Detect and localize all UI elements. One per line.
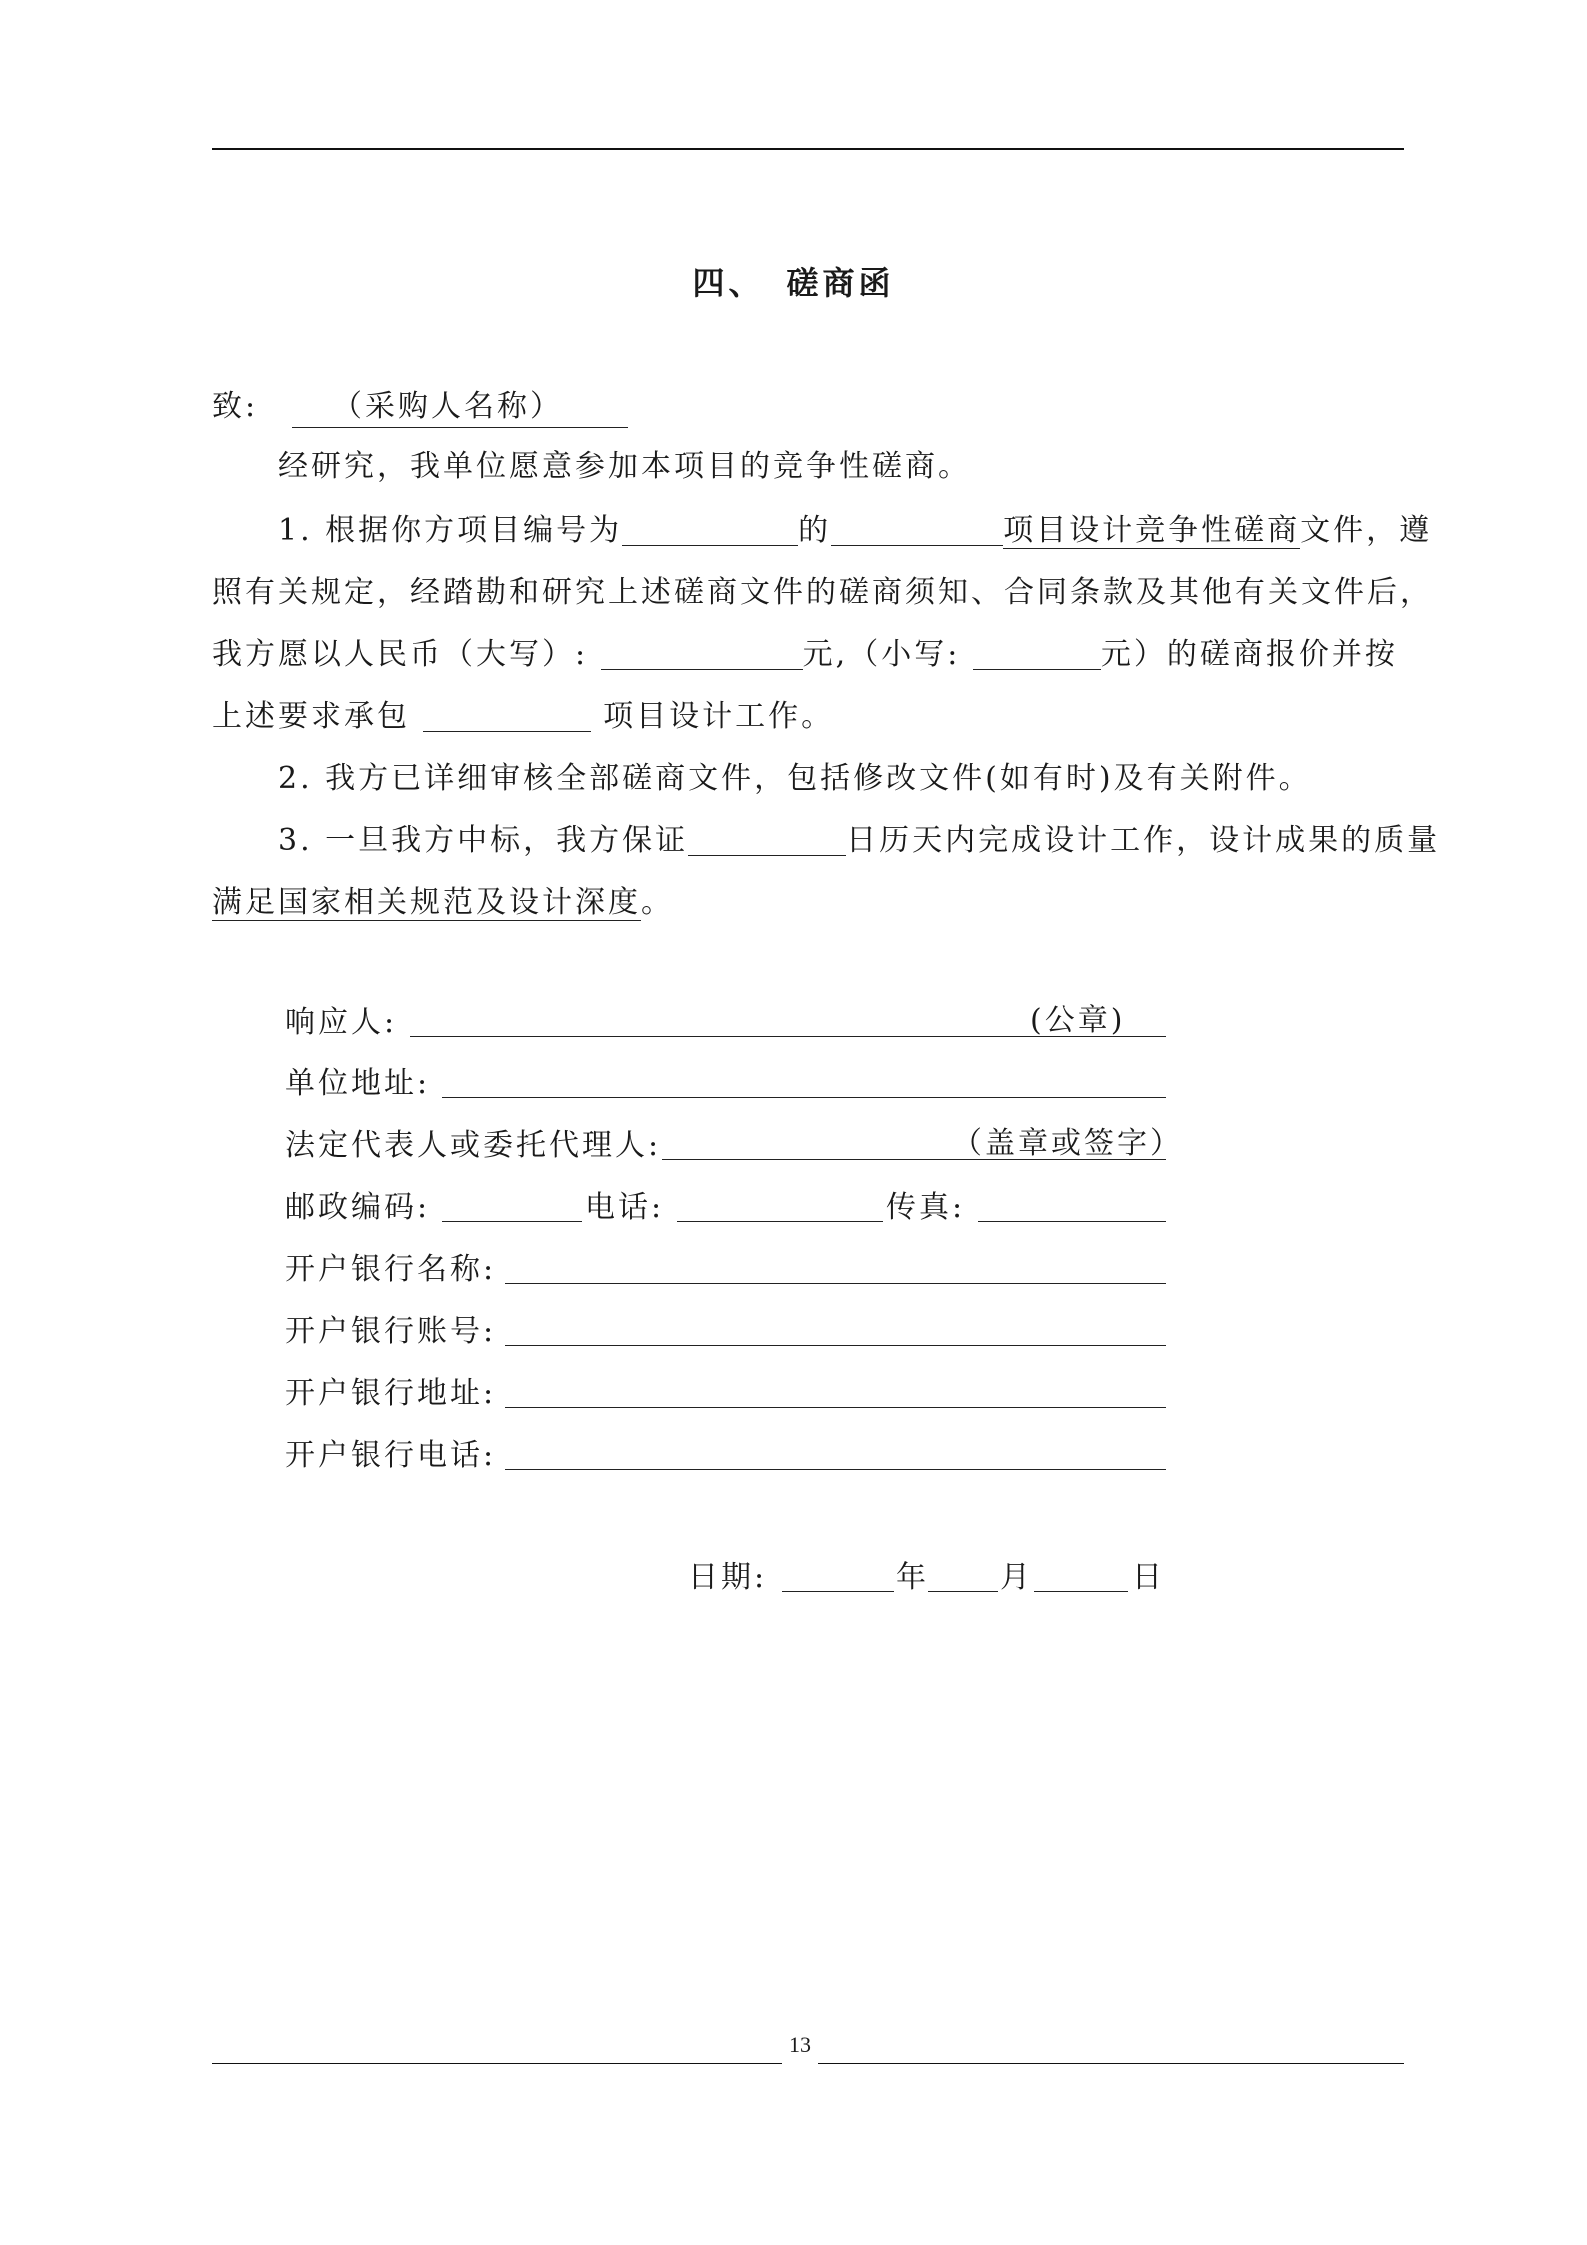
bank-account-label: 开户银行账号:	[285, 1314, 497, 1349]
legal-rep-label: 法定代表人或委托代理人:	[285, 1128, 662, 1163]
address-label: 单位地址:	[285, 1066, 431, 1101]
title-text: 磋商函	[786, 264, 895, 302]
bank-name-label: 开户银行名称:	[285, 1252, 497, 1287]
footer-rule-left	[212, 2063, 782, 2064]
item1-text-a: 1. 根据你方项目编号为	[278, 513, 623, 548]
item3-end: 。	[641, 885, 674, 920]
legal-rep-note: （盖章或签字）	[952, 1126, 1183, 1161]
scope-field[interactable]	[423, 701, 591, 732]
item3-text-a: 3. 一旦我方中标，我方保证	[278, 823, 689, 858]
footer-rule-right	[818, 2063, 1404, 2064]
page-title	[0, 258, 1587, 304]
bank-phone-label: 开户银行电话:	[285, 1438, 497, 1473]
project-name-field[interactable]	[831, 515, 1003, 546]
address-field[interactable]	[442, 1097, 1166, 1098]
date-day-label: 日	[1132, 1560, 1165, 1595]
item1-line1	[278, 511, 1432, 551]
addressee-field[interactable]	[292, 387, 628, 428]
fax-label: 传真:	[886, 1190, 966, 1225]
phone-field[interactable]	[677, 1221, 883, 1222]
price-upper-field[interactable]	[601, 639, 803, 670]
price-upper-label: 我方愿以人民币（大写）:	[212, 637, 589, 672]
postcode-field[interactable]	[442, 1221, 582, 1222]
fax-field[interactable]	[978, 1221, 1166, 1222]
item3-line1	[278, 821, 1440, 861]
page-number: 13	[789, 2032, 811, 2057]
item1-line3	[212, 635, 1398, 675]
item3-quality-text: 满足国家相关规范及设计深度	[212, 885, 641, 920]
date-day-field[interactable]	[1034, 1591, 1128, 1592]
title-number: 四、	[692, 264, 765, 302]
calendar-days-field[interactable]	[688, 825, 846, 856]
price-lower-label: 元,（小写:	[802, 637, 961, 672]
item1-line4	[212, 697, 834, 737]
postcode-label: 邮政编码:	[285, 1190, 431, 1225]
scope-suffix: 项目设计工作。	[603, 699, 835, 734]
date-label: 日期:	[688, 1560, 768, 1595]
date-year-label: 年	[896, 1560, 929, 1595]
intro-paragraph: 经研究，我单位愿意参加本项目的竞争性磋商。	[278, 449, 971, 484]
addressee-prefix: 致:	[212, 389, 259, 424]
price-suffix: 元）的磋商报价并按	[1100, 637, 1398, 672]
responder-note: (公章)	[1030, 1003, 1126, 1038]
item2-paragraph: 2. 我方已详细审核全部磋商文件，包括修改文件(如有时)及有关附件。	[278, 761, 1312, 796]
bank-address-field[interactable]	[505, 1407, 1166, 1408]
date-month-label: 月	[1000, 1560, 1033, 1595]
item1-text-d: 文件，遵	[1300, 513, 1433, 548]
bank-name-field[interactable]	[505, 1283, 1166, 1284]
item1-text-b: 的	[798, 513, 832, 548]
date-month-field[interactable]	[928, 1591, 998, 1592]
date-year-field[interactable]	[782, 1591, 894, 1592]
addressee-line	[212, 387, 258, 427]
responder-label: 响应人:	[285, 1005, 398, 1040]
item1-line2: 照有关规定，经踏勘和研究上述磋商文件的磋商须知、合同条款及其他有关文件后，	[212, 575, 1433, 610]
bank-address-label: 开户银行地址:	[285, 1376, 497, 1411]
bank-account-field[interactable]	[505, 1345, 1166, 1346]
header-rule	[212, 148, 1404, 150]
bank-phone-field[interactable]	[505, 1469, 1166, 1470]
item3-line2	[212, 883, 674, 923]
phone-label: 电话:	[585, 1190, 665, 1225]
project-number-field[interactable]	[622, 515, 798, 546]
scope-label: 上述要求承包	[212, 699, 410, 734]
price-lower-field[interactable]	[973, 639, 1101, 670]
addressee-placeholder: （采购人名称）	[332, 389, 563, 424]
item1-text-c: 项目设计竞争性磋商	[1003, 513, 1301, 548]
item3-text-b: 日历天内完成设计工作，设计成果的质量	[846, 823, 1441, 858]
